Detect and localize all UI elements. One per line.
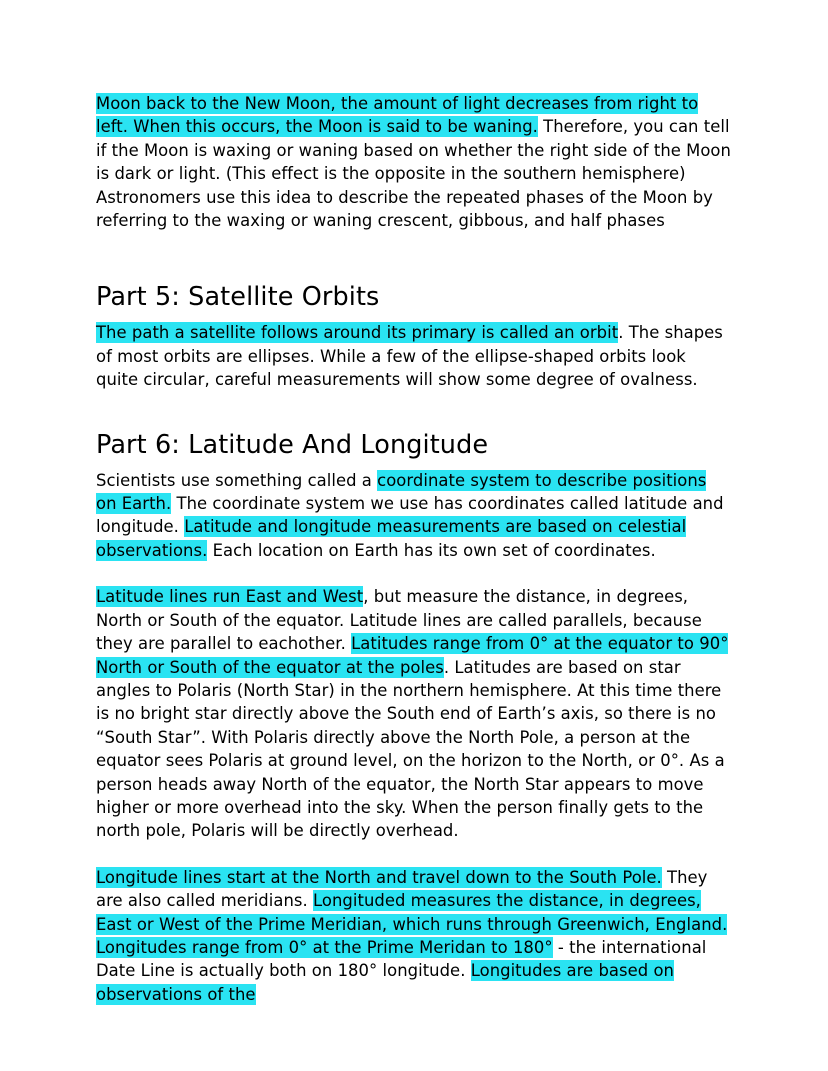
block-spacer (96, 232, 732, 282)
paragraph-longitude (96, 866, 732, 1006)
block-spacer (96, 392, 732, 430)
body-text: Scientists use something called a (96, 470, 378, 490)
block-spacer (96, 312, 732, 321)
highlighted-text: Latitude and longitude measurements are based on celestial observations. (96, 517, 687, 560)
heading-part-5: Part 5: Satellite Orbits (96, 282, 380, 313)
body-text: , but measure the distance, in degrees, North or South of the equator. Latitude lines are called parallels, because they are parallel to eachother. (96, 587, 702, 654)
body-text: - the international Date Line is actually both on 180° longitude. (96, 937, 707, 981)
highlighted-text: Latitudes range from 0° at the equator to 90° North or South of the equator at the poles (96, 634, 729, 677)
block-spacer (96, 562, 732, 585)
block-spacer (96, 460, 732, 469)
body-text: Therefore, you can tell if the Moon is waxing or waning based on whether the right side of the Moon is dark or light. (This effect is the opposite in the southern hemisphere) Astronomers use this idea to describe the repeated phases of the Moon by referring to the waxing or waning crescent, gibbous, and half phases (96, 117, 731, 231)
highlighted-text: The path a satellite follows around its primary is called an orbit (96, 323, 619, 343)
paragraph-moon-phases (96, 92, 732, 232)
body-text: . Latitudes are based on star angles to Polaris (North Star) in the northern hemisphere. At this time there is no bright star directly above the South end of Earth’s axis, so there is no “South Star”. With Polaris directly above the North Pole, a person at the equator sees Polaris at ground level, on the horizon to the North, or 0°. As a person heads away North of the equator, the North Star appears to move higher or more overhead into the sky. When the person finally gets to the north pole, Polaris will be directly overhead. (96, 657, 725, 841)
body-text: Each location on Earth has its own set of coordinates. (207, 540, 656, 560)
body-text: They are also called meridians. (96, 867, 708, 911)
highlighted-text: coordinate system to describe positions on Earth. (96, 470, 707, 514)
highlighted-text: Latitude lines run East and West (96, 587, 364, 607)
highlighted-text: Longitude lines start at the North and travel down to the South Pole. (96, 867, 662, 887)
paragraph-coordinate-system (96, 469, 732, 563)
block-spacer (96, 843, 732, 866)
heading-part-6: Part 6: Latitude And Longitude (96, 429, 489, 460)
body-text: The coordinate system we use has coordinates called latitude and longitude. (96, 494, 724, 537)
paragraph-latitude (96, 585, 732, 842)
document-body (96, 92, 732, 1006)
highlighted-text: Longituded measures the distance, in degrees, East or West of the Prime Meridian, which runs through Greenwich, England. Longitudes range from 0° at the Prime Meridan to 180° (96, 891, 728, 957)
highlighted-text: Longitudes are based on observations of the (96, 961, 674, 1004)
highlighted-text: Moon back to the New Moon, the amount of light decreases from right to left. When this occurs, the Moon is said to be waning. (96, 94, 699, 137)
paragraph-satellite-orbits (96, 321, 732, 391)
body-text: . The shapes of most orbits are ellipses. While a few of the ellipse-shaped orbits look quite circular, careful measurements will show some degree of ovalness. (96, 323, 723, 390)
